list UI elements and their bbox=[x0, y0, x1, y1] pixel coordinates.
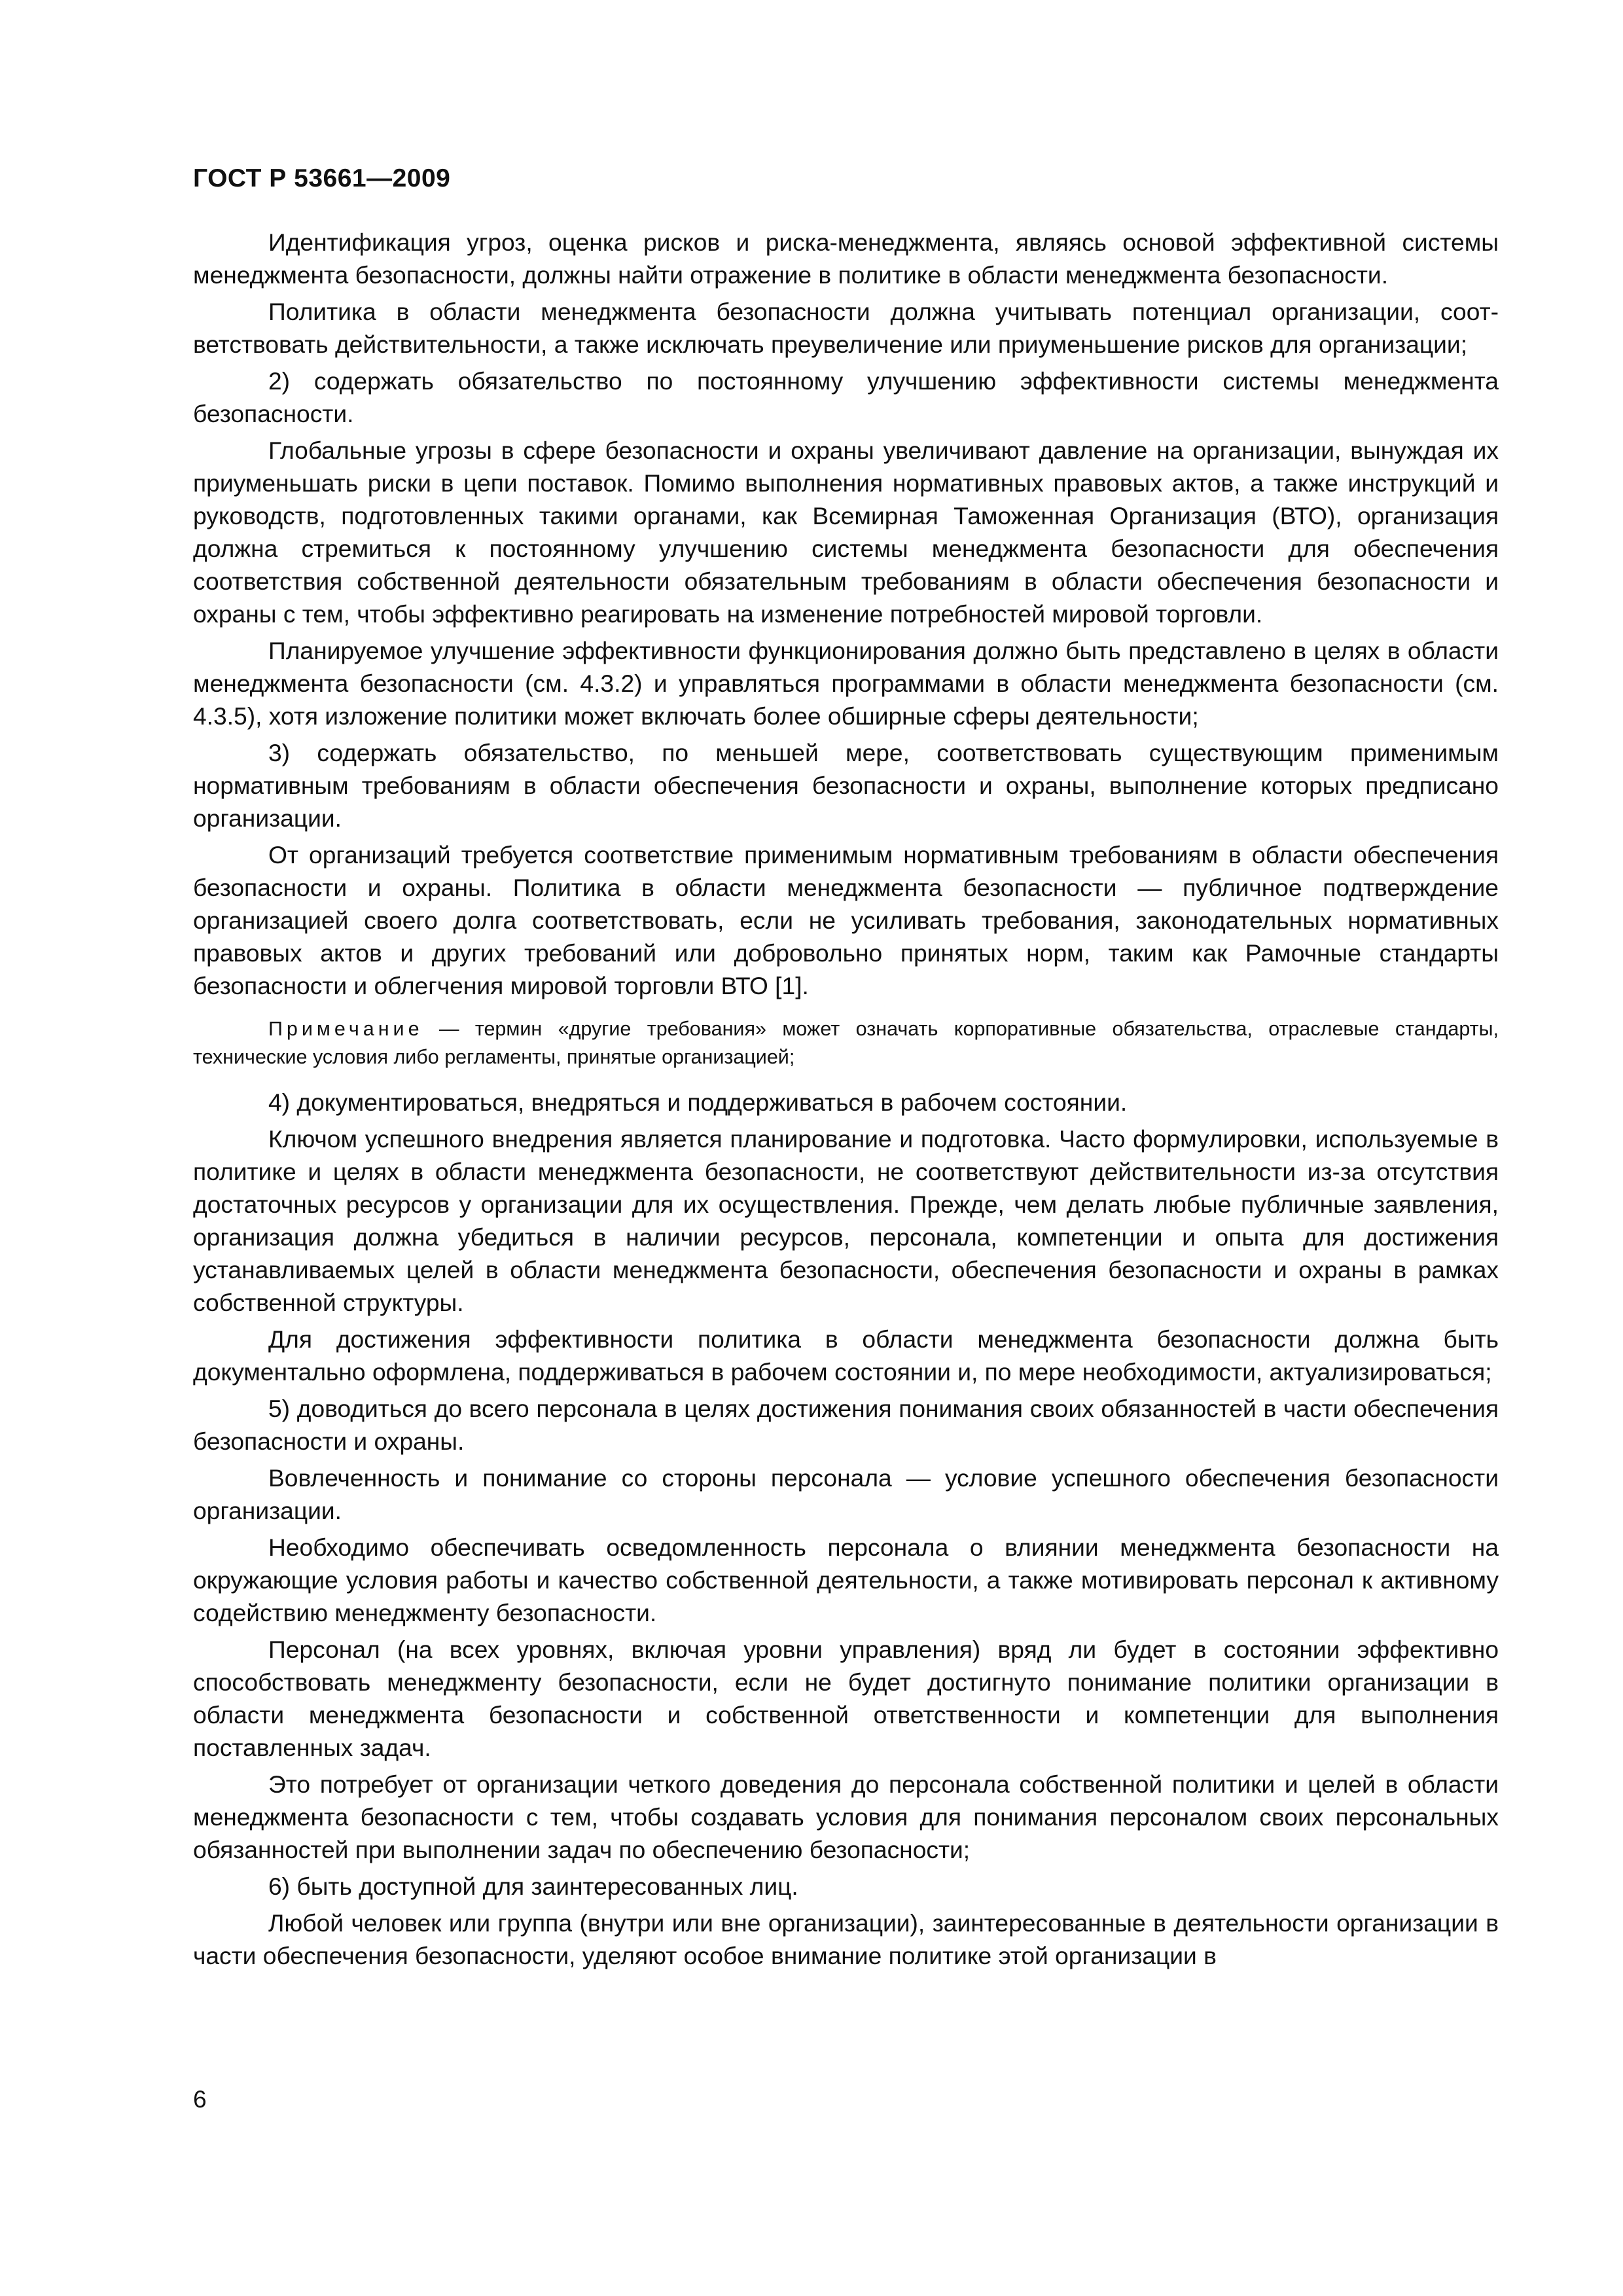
note-label: Примечание bbox=[268, 1018, 423, 1040]
paragraph: Планируемое улучшение эффективности функционирования должно быть представлено в целях в области менеджмента безопасности (см. 4.3.2) и управляться программами в области менеджмента безопасности (см. 4.3.5), хотя изложение политики может включать более обширные сферы деятельности; bbox=[193, 637, 1499, 730]
paragraph: Это потребует от организации четкого доведения до персонала собственной политики и целей в области менеджмента безопасности с тем, чтобы создавать условия для понимания персоналом своих персональных обязанностей при выполнении задач по обеспечению безопасности; bbox=[193, 1770, 1499, 1863]
paragraph: Персонал (на всех уровнях, включая уровни управления) вряд ли будет в состоянии эффективно способствовать менеджменту безопасности, если не будет достигнуто понимание политики организации в области менеджмента безопасности и собственной ответственности и компетенции для выполнения поставленных задач. bbox=[193, 1636, 1499, 1761]
paragraph: Политика в области менеджмента безопасности должна учитывать потенциал организации, соответствовать действительности, а также исключать преувеличение или приуменьшение рисков для организации; bbox=[193, 298, 1499, 358]
paragraph: От организаций требуется соответствие применимым нормативным требованиям в области обеспечения безопасности и охраны. Политика в области менеджмента безопасности — публичное подтверждение организацией своего долга соответствовать, если не усиливать требования, законодательных нормативных правовых актов и других требований или добровольно принятых норм, таким как Рамочные стандарты безопасности и облегчения мировой торговли ВТО [1]. bbox=[193, 841, 1499, 999]
paragraph: Идентификация угроз, оценка рисков и риска-менеджмента, являясь основой эффективной системы менеджмента безопасности, должны найти отражение в политике в области менеджмента безопасности. bbox=[193, 228, 1499, 289]
page-number: 6 bbox=[193, 2086, 207, 2113]
paragraph-list-item-6: 6) быть доступной для заинтересованных лиц. bbox=[268, 1873, 798, 1900]
note bbox=[193, 1015, 1499, 1071]
document-standard-id: ГОСТ Р 53661—2009 bbox=[193, 164, 451, 192]
paragraph: Глобальные угрозы в сфере безопасности и охраны увеличивают давление на организации, вынуждая их приуменьшать риски в цепи поставок. Помимо выполнения нормативных правовых актов, а также инструкций и руководств, подготовленных такими органами, как Всемирная Таможенная Организация (ВТО), организация должна стремиться к постоянному улучшению системы менеджмента безопасности для обеспечения соответствия собственной деятельности обязательным требованиям в области обеспечения безопасности и охраны с тем, чтобы эффективно реагировать на изменение потребностей мировой торговли. bbox=[193, 437, 1499, 628]
paragraph: Для достижения эффективности политика в области менеджмента безопасности должна быть документально оформлена, поддерживаться в рабочем состоянии и, по мере необходимости, актуализироваться; bbox=[193, 1325, 1499, 1386]
note-text: — термин «другие требования» может означать корпоративные обязательства, отраслевые стандарты, технические условия либо регламенты, принятые организацией; bbox=[193, 1018, 1499, 1068]
paragraph: Любой человек или группа (внутри или вне организации), заинтересованные в деятельности организации в части обеспечения безопасности, уделяют особое внимание политике этой организации в bbox=[193, 1909, 1499, 1969]
paragraph: Необходимо обеспечивать осведомленность персонала о влиянии менеджмента безопасности на окружающие условия работы и качество собственной деятельности, а также мотивировать персонал к активному содействию менеджменту безопасности. bbox=[193, 1534, 1499, 1626]
paragraph: Ключом успешного внедрения является планирование и подготовка. Часто формулировки, используемые в политике и целях в области менеджмента безопасности, не соответствуют действительности из-за отсутствия достаточных ресурсов у организации для их осуществления. Прежде, чем делать любые публичные заявления, организация должна убедиться в наличии ресурсов, персонала, компетенции и опыта для достижения устанавливаемых целей в области менеджмента безопасности, обеспечения безопасности и охраны в рамках собственной структуры. bbox=[193, 1125, 1499, 1316]
document-body bbox=[193, 226, 1499, 1972]
paragraph: Вовлеченность и понимание со стороны персонала — условие успешного обеспечения безопасности организации. bbox=[193, 1464, 1499, 1524]
paragraph-list-item-5: 5) доводиться до всего персонала в целях достижения понимания своих обязанностей в части обеспечения безопасности и охраны. bbox=[193, 1395, 1499, 1455]
paragraph-list-item-3: 3) содержать обязательство, по меньшей мере, соответствовать существующим применимым нормативным требованиям в области обеспечения безопасности и охраны, выполнение которых предписано организации. bbox=[193, 739, 1499, 832]
paragraph-list-item-2: 2) содержать обязательство по постоянному улучшению эффективности системы менеджмента безопасности. bbox=[193, 367, 1499, 427]
paragraph-list-item-4: 4) документироваться, внедряться и поддерживаться в рабочем состоянии. bbox=[268, 1088, 1128, 1116]
